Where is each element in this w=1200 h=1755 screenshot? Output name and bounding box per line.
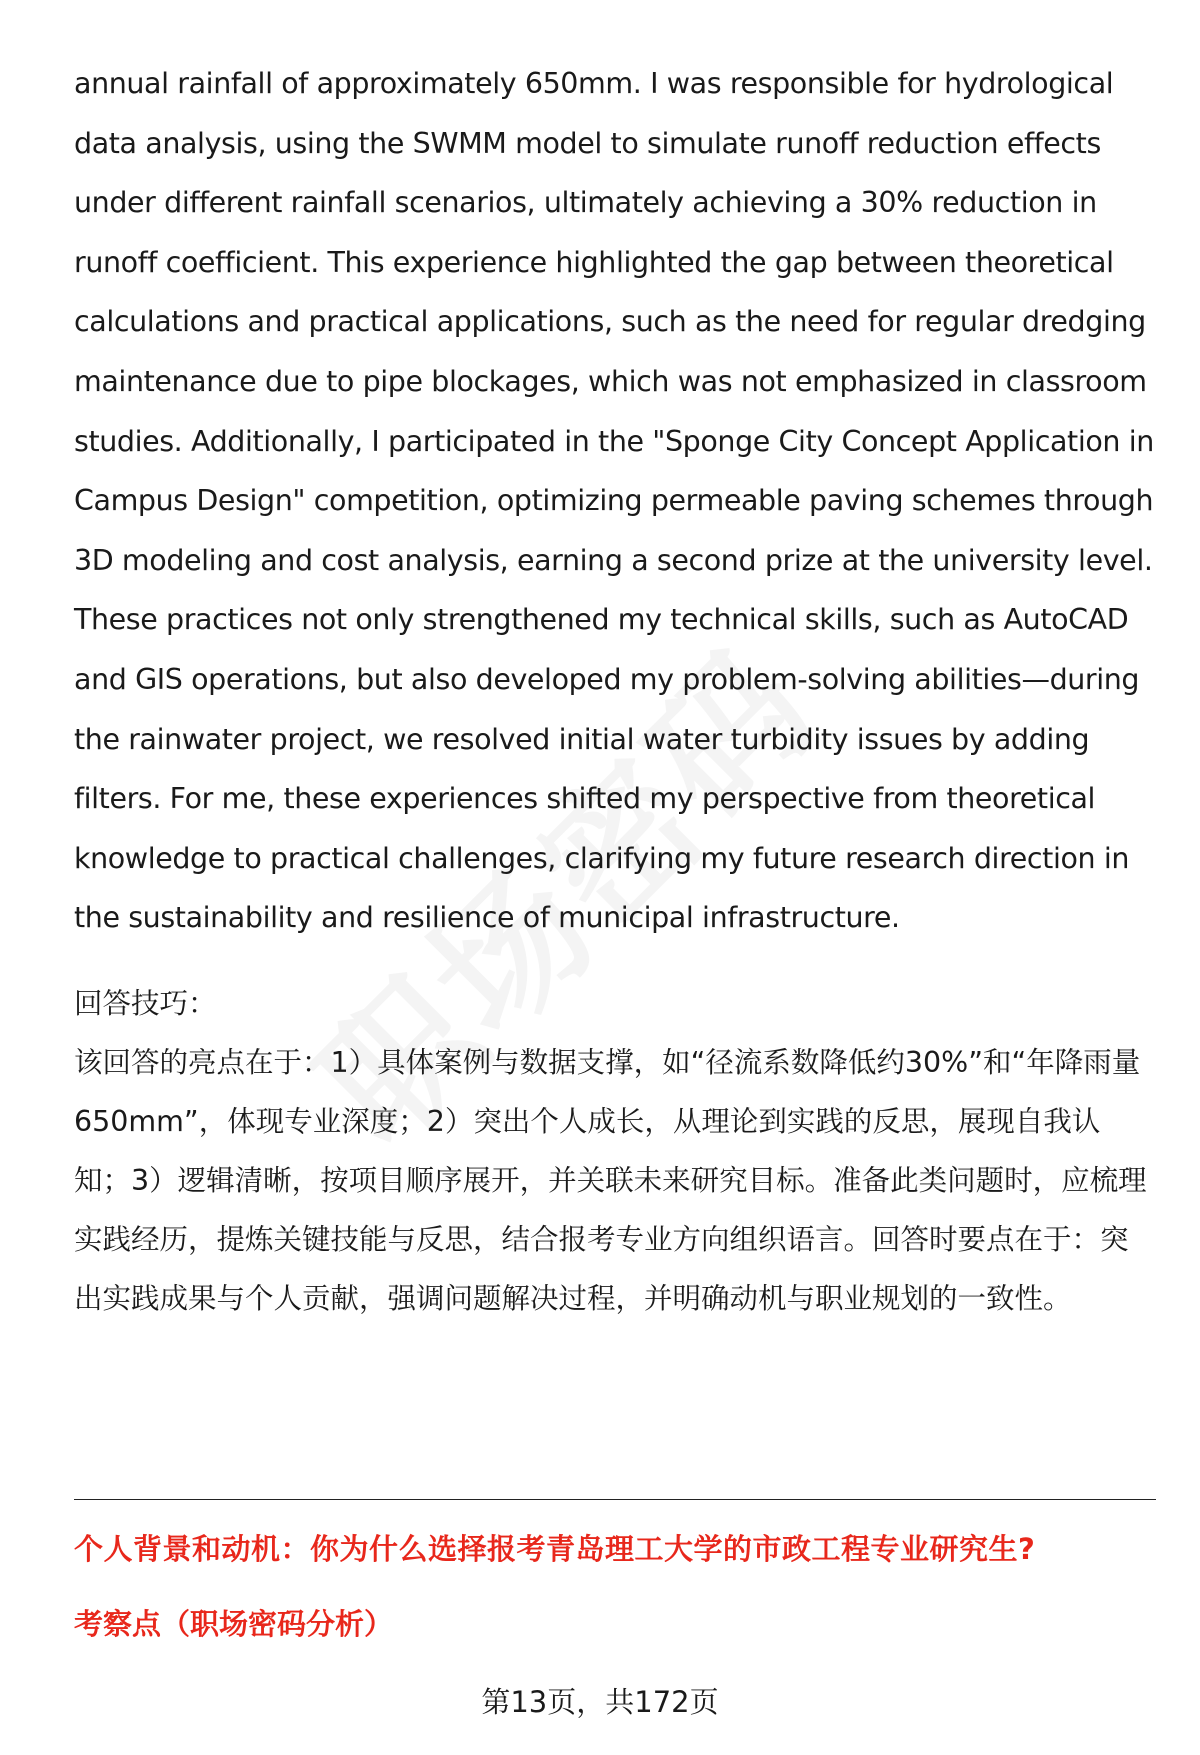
page-content bbox=[74, 54, 1154, 1328]
answer-paragraph: annual rainfall of approximately 650mm. I was responsible for hydrological data analysis, using the SWMM model to simulate runoff reduction effects under different rainfall scenarios, ultimately achieving a 30% reduction in runoff coefficient. This experience highlighted the gap between theoretical calculations and practical applications, such as the need for regular dredging maintenance due to pipe blockages, which was not emphasized in classroom studies. Additionally, I participated in the "Sponge City Concept Application in Campus Design" competition, optimizing permeable paving schemes through 3D modeling and cost analysis, earning a second prize at the university level. These practices not only strengthened my technical skills, such as AutoCAD and GIS operations, but also developed my problem-solving abilities—during the rainwater project, we resolved initial water turbidity issues by adding filters. For me, these experiences shifted my perspective from theoretical knowledge to practical challenges, clarifying my future research direction in the sustainability and resilience of municipal infrastructure. bbox=[74, 67, 1154, 935]
answer-tips-section bbox=[74, 974, 1154, 1328]
question-heading: 个人背景和动机：你为什么选择报考青岛理工大学的市政工程专业研究生? bbox=[74, 1532, 1036, 1566]
assessment-point-heading: 考察点（职场密码分析） bbox=[74, 1607, 394, 1641]
page-number-footer: 第13页，共172页 bbox=[481, 1685, 719, 1719]
tips-heading: 回答技巧： bbox=[74, 986, 217, 1020]
tips-body: 该回答的亮点在于：1）具体案例与数据支撑，如“径流系数降低约30%”和“年降雨量650mm”，体现专业深度；2）突出个人成长，从理论到实践的反思，展现自我认知；3）逻辑清晰，按项目顺序展开，并关联未来研究目标。准备此类问题时，应梳理实践经历，提炼关键技能与反思，结合报考专业方向组织语言。回答时要点在于：突出实践成果与个人贡献，强调问题解决过程，并明确动机与职业规划的一致性。 bbox=[74, 1045, 1147, 1315]
section-divider bbox=[74, 1499, 1156, 1500]
